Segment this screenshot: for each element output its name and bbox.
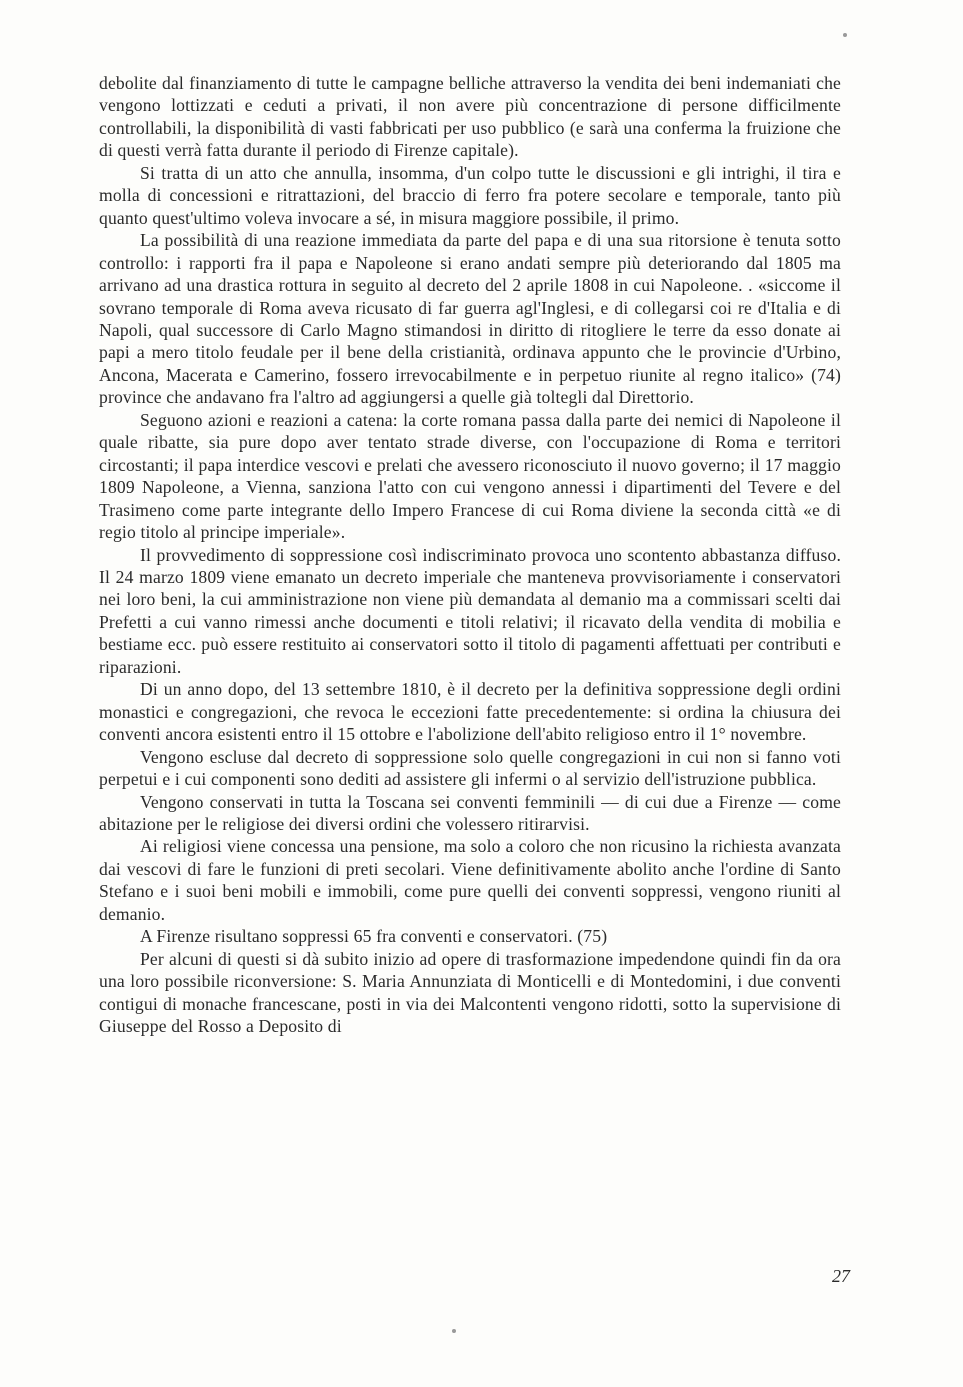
paragraph-1: debolite dal finanziamento di tutte le campagne belliche attraverso la vendita dei beni indemaniati che vengono lottizzati e ceduti a privati, il non avere più concentrazione di persone difficilmente controllabili, la disponibilità di vasti fabbricati per uso pubblico (e sarà una conferma la fruizione che di questi verrà fatta durante il periodo di Firenze capitale). xyxy=(99,73,841,161)
paper-speck xyxy=(843,33,847,37)
paragraph-9: Ai religiosi viene concessa una pensione, ma solo a coloro che non ricusino la richiesta avanzata dai vescovi di fare le funzioni di preti secolari. Viene definitivamente abolito anche l'ordine di Santo Stefano e i suoi beni mobili e immobili, come pure quelli dei conventi soppressi, vengono riuniti al demanio. xyxy=(99,836,841,924)
paragraph-3: La possibilità di una reazione immediata da parte del papa e di una sua ritorsione è tenuta sotto controllo: i rapporti fra il papa e Napoleone si erano andati sempre più deteriorando dal 1805 ma arrivano ad una drastica rottura in seguito al decreto del 2 aprile 1808 in cui Napoleone. . «siccome il sovrano temporale di Roma aveva ricusato di far guerra agl'Inglesi, e di collegarsi coi re d'Italia e di Napoli, qual successore di Carlo Magno stimandosi in diritto di ritogliere le terre da esso donate ai papi a mero titolo feudale per il bene della cristianità, ordinava appunto che le provincie d'Urbino, Ancona, Macerata e Camerino, fossero irrevocabilmente e in perpetuo riunite al regno italico» (74) province che andavano fra l'altro ad aggiungersi a quelle già toltegli dal Direttorio. xyxy=(99,230,841,408)
paragraph-8: Vengono conservati in tutta la Toscana sei conventi femminili — di cui due a Firenze — come abitazione per le religiose dei diversi ordini che volessero ritirarvisi. xyxy=(99,791,841,834)
paragraph-5: Il provvedimento di soppressione così indiscriminato provoca uno scontento abbastanza diffuso. Il 24 marzo 1809 viene emanato un decreto imperiale che manteneva provvisoriamente i conservatori nei loro beni, la cui amministrazione non viene più demandata al demanio ma a commissari scelti dai Prefetti a cui vanno rimessi anche documenti e titoli relativi; il ricavato della vendita di mobilia e bestiame ecc. può essere restituito ai conservatori sotto il titolo di pagamenti affettuati per contributi e riparazioni. xyxy=(99,544,841,677)
paragraph-11: Per alcuni di questi si dà subito inizio ad opere di trasformazione impedendone quindi fin da ora una loro possibile riconversione: S. Maria Annunziata di Monticelli e di Montedomini, i due conventi contigui di monache francescane, posti in via dei Malcontenti vengono ridotti, sotto la supervisione di Giuseppe del Rosso a Deposito di xyxy=(99,948,841,1037)
body-text xyxy=(99,72,841,1037)
page-number: 27 xyxy=(832,1266,850,1286)
paragraph-6: Di un anno dopo, del 13 settembre 1810, è il decreto per la definitiva soppressione degli ordini monastici e congregazioni, che revoca le eccezioni fatte precedentemente: si ordina la chiusura dei conventi ancora esistenti entro il 15 ottobre e l'abolizione dell'abito religioso entro il 1° novembre. xyxy=(99,679,841,745)
paragraph-7: Vengono escluse dal decreto di soppressione solo quelle congregazioni in cui non si fanno voti perpetui e i cui componenti sono dediti ad assistere gli infermi o al servizio dell'istruzione pubblica. xyxy=(99,746,841,790)
paragraph-4: Seguono azioni e reazioni a catena: la corte romana passa dalla parte dei nemici di Napoleone il quale ribatte, sia pure dopo aver tentato strade diverse, con l'occupazione di Roma e territori circostanti; il papa interdice vescovi e prelati che avessero riconosciuto il nuovo governo; il 17 maggio 1809 Napoleone, a Vienna, sanziona l'atto con cui vengono annessi i dipartimenti del Tevere e del Trasimeno come parte integrante dello Impero Francese di cui Roma diviene la seconda città «e di regio titolo al principe imperiale». xyxy=(99,409,841,543)
paper-speck xyxy=(452,1329,456,1333)
paragraph-2: Si tratta di un atto che annulla, insomma, d'un colpo tutte le discussioni e gli intrighi, il tira e molla di concessioni e ritrattazioni, del braccio di ferro fra potere secolare e temporale, tanto più quanto quest'ultimo voleva invocare a sé, in misura maggiore possibile, il primo. xyxy=(99,162,841,228)
paragraph-10: A Firenze risultano soppressi 65 fra conventi e conservatori. (75) xyxy=(140,926,608,947)
